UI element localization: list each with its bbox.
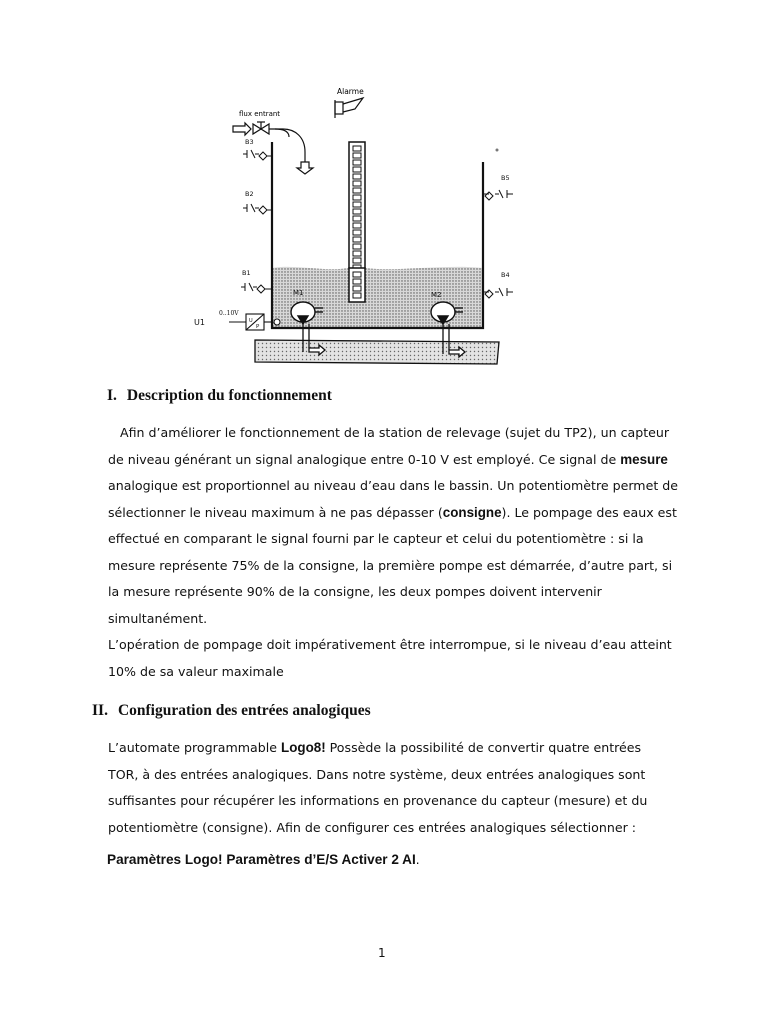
- u1-label: U1: [194, 318, 205, 327]
- b5-label: B5: [501, 174, 510, 182]
- s1-line-10: 10% de sa valeur maximale: [108, 663, 284, 679]
- s1-line-1: Afin d’améliorer le fonctionnement de la station de relevage (sujet du TP2), un capteur: [108, 425, 670, 440]
- s2-line-4: potentiomètre (consigne). Afin de configurer ces entrées analogiques sélectionner :: [108, 819, 636, 835]
- section-1-number: I.: [107, 387, 117, 404]
- section-2-number: II.: [92, 702, 108, 719]
- s1-line-3: analogique est proportionnel au niveau d’eau dans le bassin. Un potentiomètre permet de: [108, 478, 679, 493]
- s1-line-2: [108, 447, 688, 474]
- pumping-station-diagram: [185, 82, 515, 374]
- alarm-label: Alarme: [337, 87, 364, 96]
- section-2-body: [108, 735, 688, 841]
- s1-line-6: mesure représente 75% de la consigne, la première pompe est démarrée, d’autre part, si: [108, 557, 673, 573]
- section-2-title: Configuration des entrées analogiques: [117, 702, 371, 719]
- transducer: [194, 310, 280, 330]
- config-path-end: .: [415, 852, 420, 867]
- s2-line-2: TOR, à des entrées analogiques. Dans notre système, deux entrées analogiques sont: [108, 766, 646, 782]
- s1-line-9: L’opération de pompage doit impérativement être interrompue, si le niveau d’eau atteint: [108, 637, 672, 652]
- alarm-horn-icon: [335, 98, 363, 118]
- section-1-title: Description du fonctionnement: [126, 387, 332, 404]
- s1-line-2-text: de niveau générant un signal analogique entre 0-10 V est employé. Ce signal de: [108, 451, 621, 467]
- s2-line-1-pre: L’automate programmable: [108, 740, 282, 755]
- config-path: [107, 852, 420, 867]
- bold-logo8: Logo8!: [281, 740, 326, 755]
- bold-consigne: consigne: [442, 504, 502, 520]
- s2-line-1-post: Possède la possibilité de convertir quatre entrées: [325, 740, 642, 755]
- bold-mesure: mesure: [620, 451, 668, 467]
- s1-line-4-tail: ). Le pompage des eaux est: [501, 504, 677, 520]
- inflow-label: flux entrant: [239, 110, 281, 118]
- s1-line-4-text: sélectionner le niveau maximum à ne pas dépasser (: [108, 504, 443, 520]
- u-label: U: [249, 318, 253, 324]
- b3-label: B3: [245, 138, 254, 146]
- section-2-heading: [92, 702, 371, 720]
- m2-label: M2: [431, 291, 442, 299]
- p-label: P: [256, 324, 260, 330]
- s2-line-1: [108, 735, 688, 762]
- level-switches-left: [241, 138, 272, 293]
- outflow-pipe: [255, 324, 499, 364]
- b1-label: B1: [242, 269, 251, 277]
- section-1-body: [108, 420, 688, 685]
- s1-line-8: simultanément.: [108, 610, 208, 626]
- section-1-heading: [107, 387, 332, 405]
- range-label: 0..10V: [219, 310, 239, 317]
- config-path-text: Paramètres Logo! Paramètres d’E/S Activer 2 AI: [107, 852, 416, 867]
- m1-label: M1: [293, 289, 304, 297]
- s1-line-5: effectué en comparant le signal fourni par le capteur et celui du potentiomètre : si la: [108, 531, 644, 546]
- page-number: 1: [378, 946, 386, 960]
- b4-label: B4: [501, 271, 510, 279]
- s1-line-4: [108, 500, 688, 527]
- b2-label: B2: [245, 190, 254, 198]
- level-switches-right: [483, 174, 513, 298]
- s1-line-7: la mesure représente 90% de la consigne, les deux pompes doivent intervenir: [108, 584, 602, 599]
- s2-line-3: suffisantes pour récupérer les informations en provenance du capteur (mesure) et du: [108, 793, 648, 808]
